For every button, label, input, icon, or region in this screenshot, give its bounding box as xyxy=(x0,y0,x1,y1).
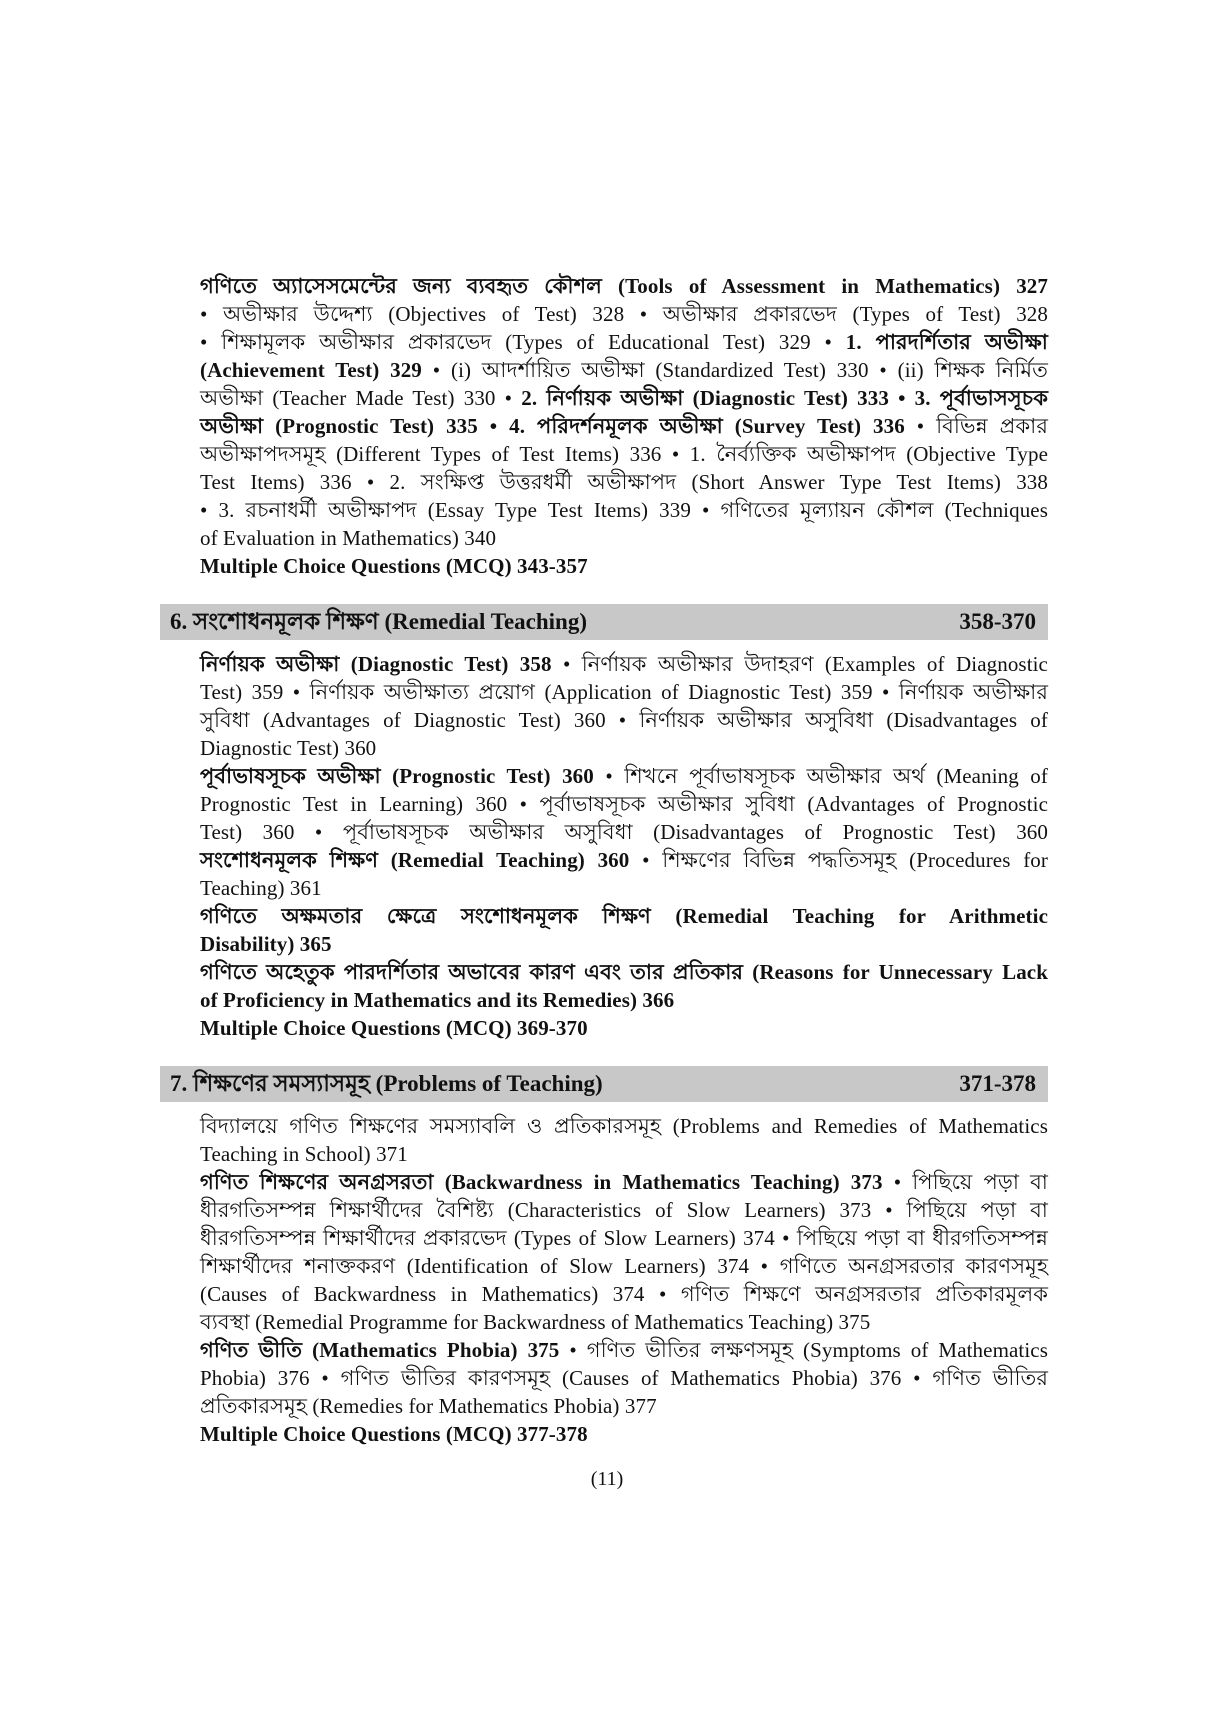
toc-line: গণিতে অহেতুক পারদর্শিতার অভাবের কারণ এবং তার প্রতিকার (Reasons for Unnecessary Lack xyxy=(200,960,1048,984)
toc-line: (Achievement Test) 329 • (i) আদর্শায়িত অভীক্ষা (Standardized Test) 330 • (ii) শিক্ষক নির্মিত xyxy=(200,358,1048,382)
toc-line: • 3. রচনাধর্মী অভীক্ষাপদ (Essay Type Test Items) 339 • গণিতের মূল্যায়ন কৌশল (Techniques xyxy=(200,498,1048,522)
section7-header-bar xyxy=(160,1066,1048,1102)
toc-line: গণিতে অক্ষমতার ক্ষেত্রে সংশোধনমূলক শিক্ষণ (Remedial Teaching for Arithmetic xyxy=(200,904,1048,928)
toc-line: • শিক্ষামূলক অভীক্ষার প্রকারভেদ (Types of Educational Test) 329 • 1. পারদর্শিতার অভীক্ষা xyxy=(200,330,1048,354)
section5-topic-list xyxy=(200,272,1048,580)
toc-line: Test) 359 • নির্ণায়ক অভীক্ষাত্য প্রয়োগ (Application of Diagnostic Test) 359 • নির্ণায়ক অভীক্ষার xyxy=(200,680,1048,704)
toc-line: Teaching in School) 371 xyxy=(200,1142,408,1166)
toc-line: Multiple Choice Questions (MCQ) 369-370 xyxy=(200,1016,588,1040)
toc-line: গণিতে অ্যাসেসমেন্টের জন্য ব্যবহৃত কৌশল (Tools of Assessment in Mathematics) 327 xyxy=(200,274,1048,298)
section7-topic-list xyxy=(200,1112,1048,1448)
toc-line: নির্ণায়ক অভীক্ষা (Diagnostic Test) 358 • নির্ণায়ক অভীক্ষার উদাহরণ (Examples of Diagnostic xyxy=(200,652,1048,676)
toc-line: শিক্ষার্থীদের শনাক্তকরণ (Identification of Slow Learners) 374 • গণিতে অনগ্রসরতার কারণসমূহ xyxy=(200,1254,1048,1278)
toc-line: সংশোধনমূলক শিক্ষণ (Remedial Teaching) 360 • শিক্ষণের বিভিন্ন পদ্ধতিসমূহ (Procedures for xyxy=(200,848,1048,872)
toc-line: ধীরগতিসম্পন্ন শিক্ষার্থীদের প্রকারভেদ (Types of Slow Learners) 374 • পিছিয়ে পড়া বা ধীরগতিসম্পন্ন xyxy=(200,1226,1048,1250)
toc-line: Phobia) 376 • গণিত ভীতির কারণসমূহ (Causes of Mathematics Phobia) 376 • গণিত ভীতির xyxy=(200,1366,1048,1390)
toc-line: ব্যবস্থা (Remedial Programme for Backwardness of Mathematics Teaching) 375 xyxy=(200,1310,871,1334)
toc-line: Prognostic Test in Learning) 360 • পূর্বাভাষসূচক অভীক্ষার সুবিধা (Advantages of Prognostic xyxy=(200,792,1048,816)
section6-topic-list xyxy=(200,650,1048,1042)
toc-line: Diagnostic Test) 360 xyxy=(200,736,377,760)
section6-page-range: 358-370 xyxy=(959,609,1036,634)
toc-line: Teaching) 361 xyxy=(200,876,322,900)
toc-line: Test Items) 336 • 2. সংক্ষিপ্ত উত্তরধর্মী অভীক্ষাপদ (Short Answer Type Test Items) 338 xyxy=(200,470,1048,494)
toc-line: Multiple Choice Questions (MCQ) 377-378 xyxy=(200,1422,588,1446)
toc-line: ধীরগতিসম্পন্ন শিক্ষার্থীদের বৈশিষ্ট্য (Characteristics of Slow Learners) 373 • পিছিয়ে পড়া বা xyxy=(200,1198,1048,1222)
toc-line: পূর্বাভাষসূচক অভীক্ষা (Prognostic Test) 360 • শিখনে পূর্বাভাষসূচক অভীক্ষার অর্থ (Meaning of xyxy=(200,764,1048,788)
section7-title: 7. শিক্ষণের সমস্যাসমূহ (Problems of Teaching) xyxy=(170,1070,603,1096)
toc-line: of Evaluation in Mathematics) 340 xyxy=(200,526,497,550)
toc-line: of Proficiency in Mathematics and its Remedies) 366 xyxy=(200,988,675,1012)
toc-line: গণিত শিক্ষণের অনগ্রসরতা (Backwardness in Mathematics Teaching) 373 • পিছিয়ে পড়া বা xyxy=(200,1170,1048,1194)
toc-line: Test) 360 • পূর্বাভাষসূচক অভীক্ষার অসুবিধা (Disadvantages of Prognostic Test) 360 xyxy=(200,820,1048,844)
toc-line: Multiple Choice Questions (MCQ) 343-357 xyxy=(200,554,588,578)
toc-line: Disability) 365 xyxy=(200,932,332,956)
section6-title: 6. সংশোধনমূলক শিক্ষণ (Remedial Teaching) xyxy=(170,608,587,634)
toc-line: প্রতিকারসমূহ (Remedies for Mathematics Phobia) 377 xyxy=(200,1394,657,1418)
toc-content xyxy=(160,272,1048,1448)
toc-line: অভীক্ষাপদসমূহ (Different Types of Test Items) 336 • 1. নৈর্ব্যক্তিক অভীক্ষাপদ (Objective Type xyxy=(200,442,1048,466)
toc-line: অভীক্ষা (Teacher Made Test) 330 • 2. নির্ণায়ক অভীক্ষা (Diagnostic Test) 333 • 3. পূর্বাভাসসূচক xyxy=(200,386,1048,410)
toc-line: • অভীক্ষার উদ্দেশ্য (Objectives of Test) 328 • অভীক্ষার প্রকারভেদ (Types of Test) 328 xyxy=(200,302,1048,326)
toc-line: গণিত ভীতি (Mathematics Phobia) 375 • গণিত ভীতির লক্ষণসমূহ (Symptoms of Mathematics xyxy=(200,1338,1048,1362)
toc-line: (Causes of Backwardness in Mathematics) 374 • গণিত শিক্ষণে অনগ্রসরতার প্রতিকারমূলক xyxy=(200,1282,1048,1306)
page-number: (11) xyxy=(590,1468,624,1490)
section7-page-range: 371-378 xyxy=(959,1071,1036,1096)
section6-header-bar xyxy=(160,604,1048,640)
toc-line: অভীক্ষা (Prognostic Test) 335 • 4. পরিদর্শনমূলক অভীক্ষা (Survey Test) 336 • বিভিন্ন প্রকার xyxy=(200,414,1048,438)
toc-line: সুবিধা (Advantages of Diagnostic Test) 360 • নির্ণায়ক অভীক্ষার অসুবিধা (Disadvantages of xyxy=(200,708,1048,732)
toc-line: বিদ্যালয়ে গণিত শিক্ষণের সমস্যাবলি ও প্রতিকারসমূহ (Problems and Remedies of Mathematics xyxy=(200,1114,1048,1138)
